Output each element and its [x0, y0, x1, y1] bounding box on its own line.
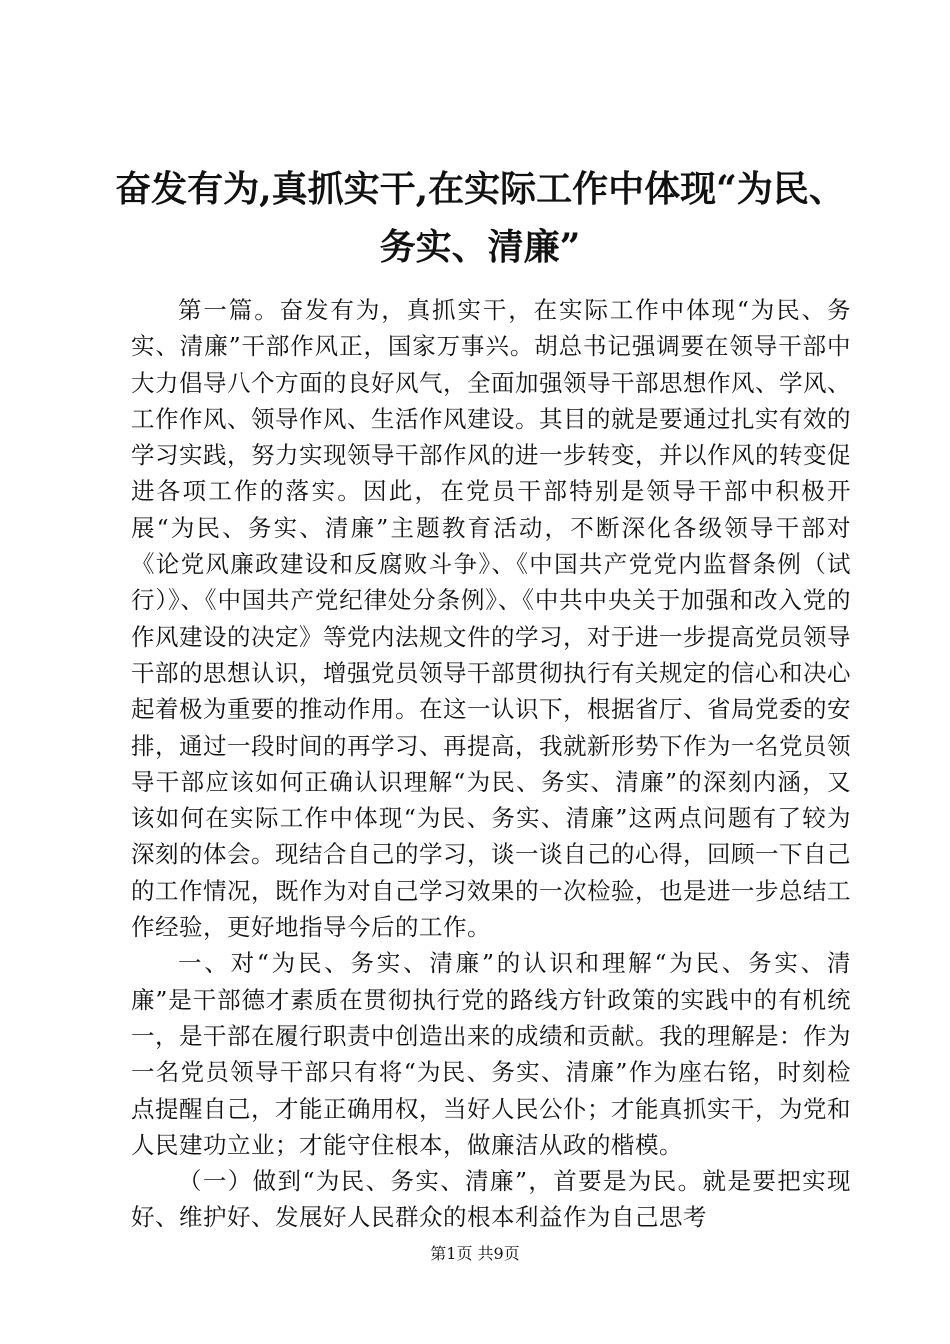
paragraph-1: 第一篇。奋发有为，真抓实干，在实际工作中体现“为民、务实、清廉”干部作风正，国家万事兴。胡总书记强调要在领导干部中大力倡导八个方面的良好风气，全面加强领导干部思想作风、学风、工作作风、领导作风、生活作风建设。其目的就是要通过扎实有效的学习实践，努力实现领导干部作风的进一步转变，并以作风的转变促进各项工作的落实。因此，在党员干部特别是领导干部中积极开展“为民、务实、清廉”主题教育活动，不断深化各级领导干部对《论党风廉政建设和反腐败斗争》、《中国共产党党内监督条例（试行）》、《中国共产党纪律处分条例》、《中共中央关于加强和改入党的作风建设的决定》等党内法规文件的学习，对于进一步提高党员领导干部的思想认识，增强党员领导干部贯彻执行有关规定的信心和决心起着极为重要的推动作用。在这一认识下，根据省厅、省局党委的安排，通过一段时间的再学习、再提高，我就新形势下作为一名党员领导干部应该如何正确认识理解“为民、务实、清廉”的深刻内涵，又该如何在实际工作中体现“为民、务实、清廉”这两点问题有了较为深刻的体会。现结合自己的学习，谈一谈自己的心得，回顾一下自己的工作情况，既作为对自己学习效果的一次检验，也是进一步总结工作经验，更好地指导今后的工作。: [131, 296, 851, 942]
title-line-2: 务实、清廉”: [379, 226, 581, 268]
paragraph-3: （一）做到“为民、务实、清廉”，首要是为民。就是要把实现好、维护好、发展好人民群众的根本利益作为自己思考: [131, 1167, 851, 1232]
title-line-1: 奋发有为,真抓实干,在实际工作中体现“为民、: [115, 168, 845, 210]
document-body: [131, 292, 851, 1236]
page-footer: 第1页 共9页: [430, 1244, 520, 1263]
document-title: [110, 160, 850, 276]
paragraph-2: 一、对“为民、务实、清廉”的认识和理解“为民、务实、清廉”是干部德才素质在贯彻执行党的路线方针政策的实践中的有机统一，是干部在履行职责中创造出来的成绩和贡献。我的理解是：作为一名党员领导干部只有将“为民、务实、清廉”作为座右铭，时刻检点提醒自己，才能正确用权，当好人民公仆；才能真抓实干，为党和人民建功立业；才能守住根本，做廉洁从政的楷模。: [131, 949, 851, 1159]
